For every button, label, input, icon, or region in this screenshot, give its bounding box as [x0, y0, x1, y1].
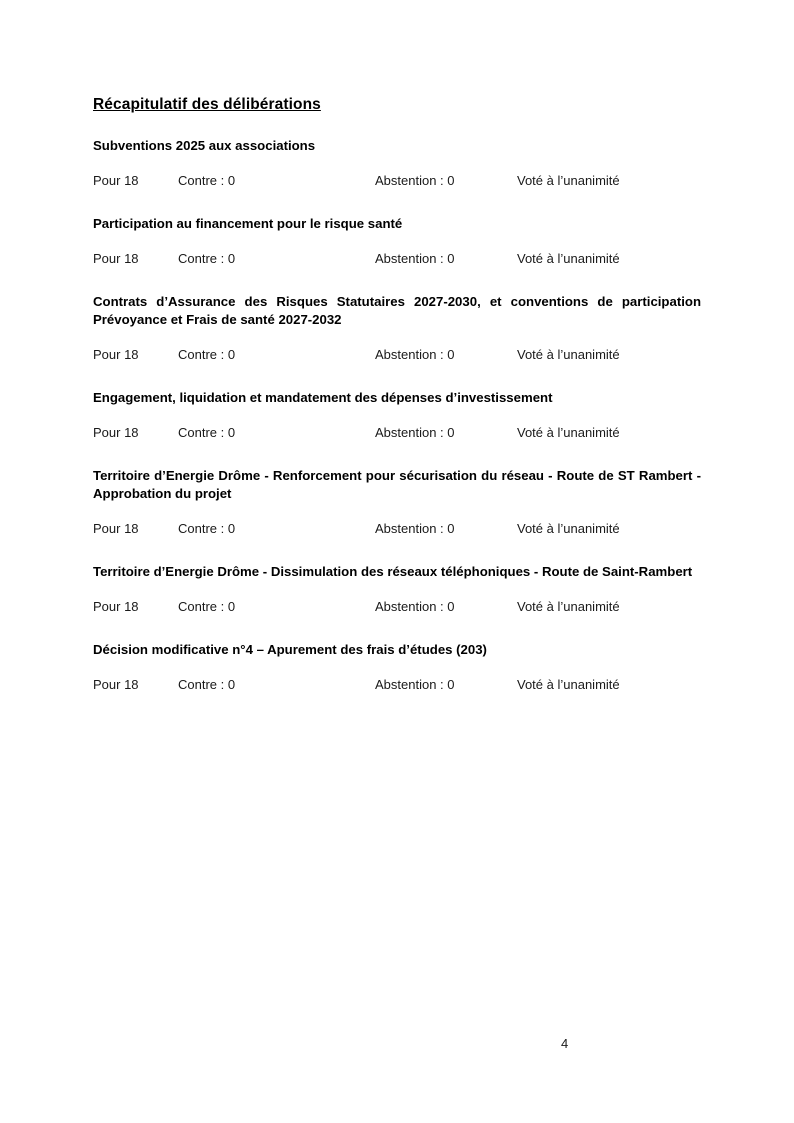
vote-result: Voté à l’unanimité [517, 425, 620, 440]
vote-row [93, 346, 701, 364]
vote-abstention: Abstention : 0 [375, 599, 455, 614]
vote-abstention: Abstention : 0 [375, 521, 455, 536]
vote-row [93, 250, 701, 268]
deliberation-title: Territoire d’Energie Drôme - Renforcement pour sécurisation du réseau - Route de ST Rambert - Approbation du projet [93, 468, 701, 501]
vote-row [93, 598, 701, 616]
deliberation-title: Participation au financement pour le risque santé [93, 216, 403, 231]
deliberation-title: Territoire d’Energie Drôme - Dissimulation des réseaux téléphoniques - Route de Saint-Rambert [93, 564, 693, 579]
deliberation-section [93, 215, 701, 268]
vote-row [93, 520, 701, 538]
vote-abstention: Abstention : 0 [375, 173, 455, 188]
deliberation-section [93, 293, 701, 364]
vote-pour: Pour 18 [93, 251, 139, 266]
page-number: 4 [561, 1036, 569, 1051]
vote-pour: Pour 18 [93, 425, 139, 440]
vote-abstention: Abstention : 0 [375, 677, 455, 692]
vote-contre: Contre : 0 [178, 347, 236, 362]
vote-contre: Contre : 0 [178, 251, 236, 266]
vote-contre: Contre : 0 [178, 677, 236, 692]
document-title: Récapitulatif des délibérations [93, 96, 321, 113]
vote-abstention: Abstention : 0 [375, 251, 455, 266]
vote-row [93, 424, 701, 442]
page-content [93, 95, 701, 719]
vote-result: Voté à l’unanimité [517, 521, 620, 536]
vote-pour: Pour 18 [93, 347, 139, 362]
deliberation-section [93, 641, 701, 694]
vote-pour: Pour 18 [93, 599, 139, 614]
vote-result: Voté à l’unanimité [517, 173, 620, 188]
vote-abstention: Abstention : 0 [375, 425, 455, 440]
deliberation-title: Subventions 2025 aux associations [93, 138, 316, 153]
vote-result: Voté à l’unanimité [517, 251, 620, 266]
deliberation-section [93, 467, 701, 538]
vote-abstention: Abstention : 0 [375, 347, 455, 362]
deliberation-section [93, 563, 701, 616]
deliberation-section [93, 389, 701, 442]
vote-result: Voté à l’unanimité [517, 599, 620, 614]
vote-row [93, 676, 701, 694]
vote-row [93, 172, 701, 190]
vote-contre: Contre : 0 [178, 173, 236, 188]
vote-result: Voté à l’unanimité [517, 677, 620, 692]
deliberation-title: Décision modificative n°4 – Apurement des frais d’études (203) [93, 642, 487, 657]
vote-pour: Pour 18 [93, 521, 139, 536]
deliberation-section [93, 137, 701, 190]
vote-result: Voté à l’unanimité [517, 347, 620, 362]
vote-pour: Pour 18 [93, 173, 139, 188]
deliberation-title: Engagement, liquidation et mandatement des dépenses d’investissement [93, 390, 553, 405]
vote-contre: Contre : 0 [178, 425, 236, 440]
deliberation-title: Contrats d’Assurance des Risques Statutaires 2027-2030, et conventions de participation Prévoyance et Frais de santé 2027-2032 [93, 294, 701, 327]
vote-contre: Contre : 0 [178, 599, 236, 614]
vote-pour: Pour 18 [93, 677, 139, 692]
vote-contre: Contre : 0 [178, 521, 236, 536]
